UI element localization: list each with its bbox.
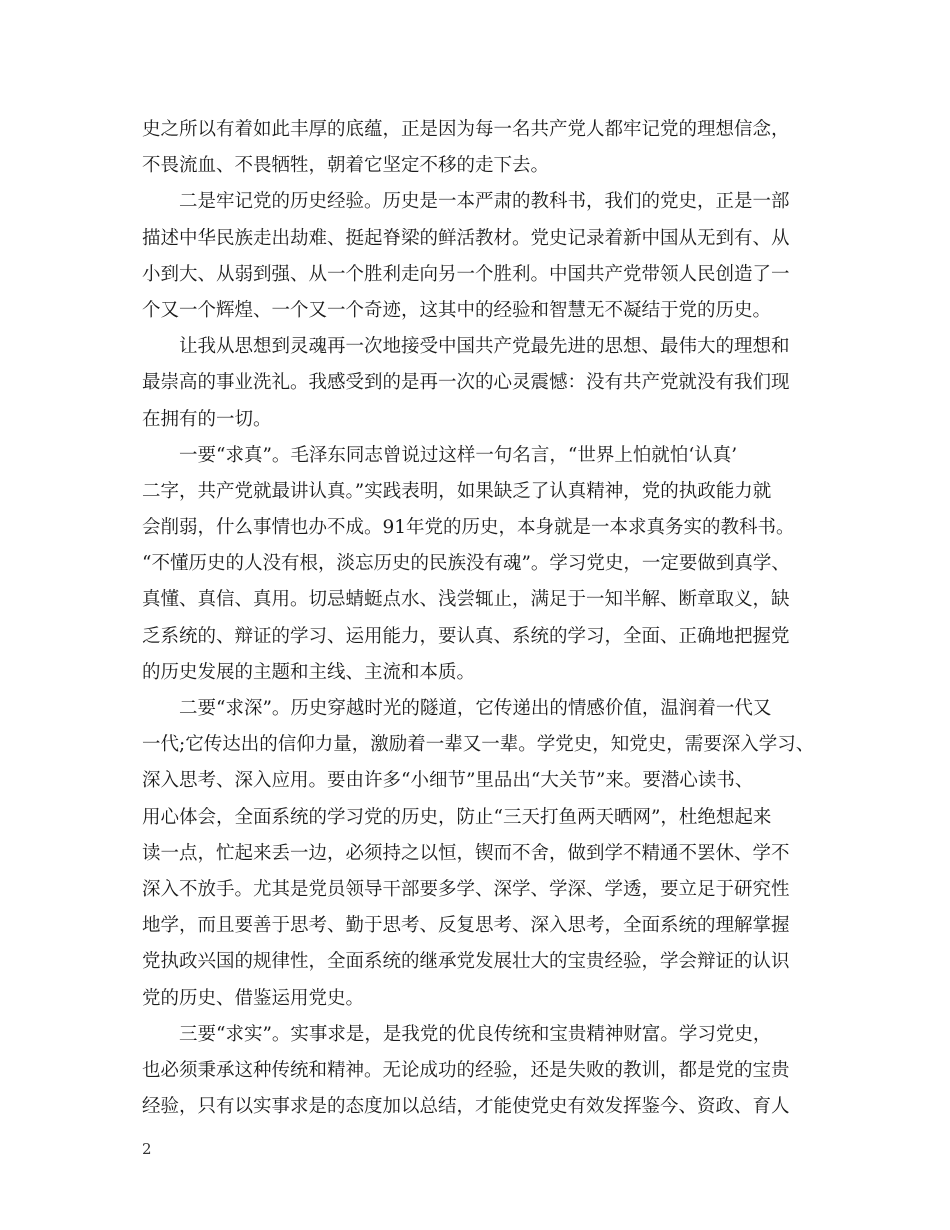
text-line: 描述中华民族走出劫难、挺起脊梁的鲜活教材。党史记录着新中国从无到有、从 bbox=[142, 227, 790, 249]
text-line: “不懂历史的人没有根，淡忘历史的民族没有魂”。学习党史，一定要做到真学、 bbox=[142, 553, 790, 575]
text-line: 也必须秉承这种传统和精神。无论成功的经验，还是失败的教训，都是党的宝贵 bbox=[142, 1059, 790, 1081]
text-line: 一代;它传达出的信仰力量，激励着一辈又一辈。学党史，知党史，需要深入学习、 bbox=[142, 734, 815, 756]
text-line: 深入不放手。尤其是党员领导干部要多学、深学、学深、学透，要立足于研究性 bbox=[142, 878, 790, 900]
text-line: 二字，共产党就最讲认真。”实践表明，如果缺乏了认真精神，党的执政能力就 bbox=[142, 480, 772, 502]
text-line: 经验，只有以实事求是的态度加以总结，才能使党史有效发挥鉴今、资政、育人 bbox=[142, 1096, 790, 1118]
text-line: 小到大、从弱到强、从一个胜利走向另一个胜利。中国共产党带领人民创造了一 bbox=[142, 263, 790, 285]
text-line: 让我从思想到灵魂再一次地接受中国共产党最先进的思想、最伟大的理想和 bbox=[179, 336, 790, 358]
text-line: 的历史发展的主题和主线、主流和本质。 bbox=[142, 661, 476, 683]
text-line: 一要“求真”。毛泽东同志曾说过这样一句名言，“世界上怕就怕‘认真’ bbox=[179, 444, 738, 466]
paragraph bbox=[142, 438, 814, 691]
page-number: 2 bbox=[142, 1140, 152, 1158]
text-line: 最崇高的事业洗礼。我感受到的是再一次的心灵震憾：没有共产党就没有我们现 bbox=[142, 372, 790, 394]
text-line: 党执政兴国的规律性，全面系统的继承党发展壮大的宝贵经验，学会辩证的认识 bbox=[142, 951, 790, 973]
text-line: 在拥有的一切。 bbox=[142, 408, 272, 430]
paragraph bbox=[142, 112, 814, 184]
text-line: 个又一个辉煌、一个又一个奇迹，这其中的经验和智慧无不凝结于党的历史。 bbox=[142, 299, 772, 321]
text-line: 用心体会，全面系统的学习党的历史，防止“三天打鱼两天晒网”，杜绝想起来 bbox=[142, 806, 772, 828]
paragraph bbox=[142, 691, 814, 1017]
paragraph bbox=[142, 184, 814, 329]
text-line: 地学，而且要善于思考、勤于思考、反复思考、深入思考，全面系统的理解掌握 bbox=[142, 915, 790, 937]
page-body bbox=[142, 112, 814, 1125]
paragraph bbox=[142, 1017, 814, 1126]
text-line: 读一点，忙起来丢一边，必须持之以恒，锲而不舍，做到学不精通不罢休、学不 bbox=[142, 842, 790, 864]
text-line: 党的历史、借鉴运用党史。 bbox=[142, 987, 365, 1009]
text-line: 会削弱，什么事情也办不成。91年党的历史，本身就是一本求真务实的教科书。 bbox=[142, 517, 795, 539]
paragraph bbox=[142, 329, 814, 438]
text-line: 二要“求深”。历史穿越时光的隧道，它传递出的情感价值，温润着一代又 bbox=[179, 698, 772, 719]
text-line: 真懂、真信、真用。切忌蜻蜓点水、浅尝辄止，满足于一知半解、断章取义，缺 bbox=[142, 589, 790, 611]
text-line: 二是牢记党的历史经验。历史是一本严肃的教科书，我们的党史，正是一部 bbox=[179, 191, 790, 213]
text-line: 深入思考、深入应用。要由许多“小细节”里品出“大关节”来。要潜心读书、 bbox=[142, 770, 754, 792]
text-line: 乏系统的、辩证的学习、运用能力，要认真、系统的学习，全面、正确地把握党 bbox=[142, 625, 790, 647]
text-line: 不畏流血、不畏牺牲，朝着它坚定不移的走下去。 bbox=[142, 155, 550, 177]
text-line: 三要“求实”。实事求是，是我党的优良传统和宝贵精神财富。学习党史， bbox=[179, 1023, 772, 1045]
text-line: 史之所以有着如此丰厚的底蕴，正是因为每一名共产党人都牢记党的理想信念， bbox=[142, 119, 790, 140]
